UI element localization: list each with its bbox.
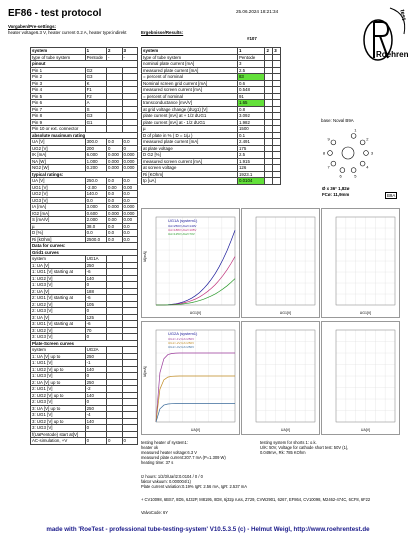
x-axis-label: UG1[V]	[359, 311, 372, 315]
table-cell: 3.000	[85, 204, 106, 211]
table-cell: type of tube system	[142, 54, 238, 61]
vacuum-line: Iz hours: 1/2/3/Ua/I2:0.0104 / 0 / 0	[141, 474, 203, 479]
table-cell: NG2 [W]	[31, 165, 86, 172]
heater-test-line: heater ok	[141, 445, 159, 450]
table-cell: S	[85, 106, 106, 113]
table-cell: D of plate in % ( D = 1/µ )	[142, 132, 238, 139]
table-cell: 125	[85, 314, 106, 321]
table-cell: 3	[273, 48, 281, 55]
presettings-text: heater voltage6.3 V, heater current 0.2 A, heater type:indirekt	[8, 30, 127, 35]
roehrentest-logo	[360, 4, 412, 64]
socket-center	[342, 147, 354, 159]
table-cell: 0.200	[85, 165, 106, 172]
tube-dims: Ø x 36° 1,82ø	[322, 186, 350, 191]
table-cell: 1.000	[85, 158, 106, 165]
socket-pin-number: 5	[354, 173, 357, 179]
table-cell: system	[31, 256, 86, 263]
table-cell: 0.000	[107, 165, 122, 172]
table-cell: 0.0	[122, 230, 138, 237]
x-axis-label: UA[V]	[280, 428, 291, 432]
table-cell: 140	[85, 418, 106, 425]
graph-ug1a-2	[241, 208, 320, 318]
table-cell: 1: UG2 [V] up to	[31, 366, 86, 373]
table-cell: UG2 [V]	[31, 191, 86, 198]
table-cell: 1: UG1 [V]	[31, 360, 86, 367]
table-cell: Pin 7	[31, 106, 86, 113]
table-cell: tp [uA]	[142, 178, 238, 185]
socket-pin	[360, 140, 365, 145]
table-cell: UA [V]	[31, 139, 86, 146]
table-cell: 1	[85, 48, 106, 55]
table-cell: type of tube system	[31, 54, 86, 61]
socket-pin-number: 2	[366, 136, 369, 142]
table-cell: 250	[85, 379, 106, 386]
socket-pin	[331, 161, 336, 166]
table-cell: 300.0	[85, 139, 106, 146]
left-table	[30, 47, 138, 445]
socket-pin	[360, 161, 365, 166]
tube-code-badge: B9A	[387, 193, 396, 198]
legend-entry: UA=125V,UG2=70V	[168, 232, 195, 236]
socket-diagram	[322, 127, 374, 179]
table-cell: 0	[85, 438, 106, 445]
table-cell: 1: UA [V] up to	[31, 353, 86, 360]
table-cell: plate current [mA] at + 1/2 dUG1	[142, 113, 238, 120]
table-cell: 0.000	[122, 152, 138, 159]
table-cell: 0.000	[107, 158, 122, 165]
page-title: EF86 - test protocol	[8, 8, 102, 19]
table-cell: 2.000	[85, 217, 106, 224]
table-cell: 0.0	[122, 236, 138, 243]
table-cell: UG1 [V]	[31, 184, 86, 191]
socket-pin-number: 1	[354, 127, 357, 133]
table-cell: 0.0	[122, 223, 138, 230]
legend-entry: UG1=-1V,UA=250V	[168, 337, 195, 341]
table-cell: at plate voltage	[142, 145, 238, 152]
heater-test-line: heating time: 37 s	[141, 460, 174, 465]
table-cell: system	[142, 48, 238, 55]
table-cell: 0	[85, 399, 106, 406]
shorts-test-block	[260, 440, 348, 455]
table-row	[142, 178, 281, 185]
graph-ug2a	[141, 321, 240, 435]
table-cell: -	[122, 54, 138, 61]
table-cell: Pin 3	[31, 80, 86, 87]
table-cell: 140	[85, 275, 106, 282]
table-cell: -6	[85, 321, 106, 328]
table-cell: 0	[85, 373, 106, 380]
table-cell: 1: UG3 [V]	[31, 373, 86, 380]
shorts-test-line: 0.049mA, Rk: 785 KOhm	[260, 450, 306, 455]
table-cell: 2: UG3 [V]	[31, 308, 86, 315]
table-cell: 3	[237, 61, 265, 68]
y-axis-label: IA[mA]	[143, 251, 147, 262]
table-cell: absolute maximum rating	[31, 132, 138, 139]
socket-pin	[351, 134, 356, 139]
table-cell: µ	[142, 126, 238, 133]
table-cell: Pentode	[237, 54, 265, 61]
table-cell: 105	[85, 301, 106, 308]
table-cell: Pin 9	[31, 119, 86, 126]
table-cell: UG1A	[85, 256, 106, 263]
table-cell: 1.915	[237, 158, 265, 165]
table-cell: 0	[85, 425, 106, 432]
table-cell: 2	[265, 48, 273, 55]
table-cell: 0.000	[122, 165, 138, 172]
table-cell: Nominal screen grid current [mA]	[142, 80, 238, 87]
socket-pin	[351, 168, 356, 173]
vacuum-block	[141, 474, 247, 489]
table-cell: 83	[237, 74, 265, 81]
table-cell: 3	[122, 48, 138, 55]
legend-entry: UG1=-4V,UA=250V	[168, 345, 195, 349]
socket-pin-number: 4	[366, 164, 369, 170]
table-cell: G2	[85, 67, 106, 74]
legend-entry: UA=250V,UG2=140V	[168, 224, 197, 228]
table-cell: UG2A	[85, 347, 106, 354]
valve-code: ValvoCode: 6Y	[141, 510, 169, 515]
socket-pin	[364, 151, 369, 156]
table-cell: K	[85, 80, 106, 87]
table-cell: 0.0	[107, 178, 122, 185]
table-cell: Pin 1	[31, 67, 86, 74]
equivalents: + CV10098, 6BS7, 8D5, 6J32P, M8195, 8D8, 6j32p russ, Z729, CVW2901, 6267, EF864, CV10098, M2462-474C, 6CF8, 6F22	[141, 497, 371, 502]
table-cell: D [%]	[31, 230, 86, 237]
table-cell: 0.0	[122, 191, 138, 198]
table-cell: 0	[107, 145, 122, 152]
table-cell: 0.0	[107, 139, 122, 146]
table-cell: 3: UG3 [V]	[31, 334, 86, 341]
table-cell: system	[31, 48, 86, 55]
table-cell: Pin 4	[31, 87, 86, 94]
table-cell: -6	[85, 269, 106, 276]
table-cell: 2: UA [V]	[31, 288, 86, 295]
table-cell: 0	[122, 438, 138, 445]
logo-side-text: test	[398, 9, 407, 21]
x-axis-label: UG1[V]	[279, 311, 292, 315]
table-cell: 2.491	[237, 139, 265, 146]
table-cell: 0.0	[107, 236, 122, 243]
table-cell: Plate-Screen curves	[31, 340, 138, 347]
base-label: base: Noval B9A	[321, 118, 354, 123]
table-cell: measured screen current [mA]	[142, 87, 238, 94]
table-cell: 1: UG2 [V]	[31, 275, 86, 282]
table-cell: 0.00	[122, 217, 138, 224]
footer: made with 'RoeTest - professional tube-testing-system' V10.5.3.5 (c) - Helmut Weigl, http://www.roehrentest.de	[46, 526, 370, 533]
heater-test-line: measured heater voltage:6.3 V	[141, 450, 197, 455]
table-cell: G3	[85, 74, 106, 81]
table-cell: Pin 5	[31, 93, 86, 100]
table-cell: plate current [mA] at - 1/2 dUG1	[142, 119, 238, 126]
table-cell: 0.0	[122, 197, 138, 204]
table-cell: 2: UG3 [V]	[31, 399, 86, 406]
table-cell: 0.0	[107, 230, 122, 237]
table-cell: 2: UG1 [V] starting at	[31, 295, 86, 302]
table-cell	[273, 178, 281, 185]
tube-dims2: FCø: 11,9mm	[322, 192, 350, 197]
results-table	[141, 47, 281, 185]
table-cell: 250.0	[85, 178, 106, 185]
table-cell: 38.0	[85, 223, 106, 230]
table-cell: Grid1 curves	[31, 249, 138, 256]
table-cell: 0.000	[107, 210, 122, 217]
table-cell: 0.6	[237, 80, 265, 87]
table-cell: -4	[85, 412, 106, 419]
table-cell: 0	[85, 334, 106, 341]
table-cell: IK [mA]	[31, 152, 86, 159]
table-cell	[265, 178, 273, 185]
table-cell: UG3 [V]	[31, 197, 86, 204]
table-cell: measured plate current [mA]	[142, 139, 238, 146]
table-cell: G3	[85, 113, 106, 120]
table-cell: 2.5	[237, 152, 265, 159]
table-cell: 1923.1	[237, 171, 265, 178]
logo-text: Roehren	[376, 50, 409, 59]
socket-pin-number: 6	[339, 173, 342, 179]
table-cell: 0.00	[122, 184, 138, 191]
table-cell: typical ratings:	[31, 171, 138, 178]
table-cell: 3: UG2 [V]	[31, 327, 86, 334]
table-cell: 140	[85, 366, 106, 373]
table-cell: 188	[85, 288, 106, 295]
table-cell: 0.0104	[237, 178, 265, 185]
socket-pin-number: 7	[327, 164, 330, 170]
graph-ug1a	[141, 208, 240, 318]
table-cell: 250	[85, 405, 106, 412]
table-cell: 1	[237, 48, 265, 55]
table-cell: 0	[107, 438, 122, 445]
table-cell: 2	[107, 48, 122, 55]
table-cell: NA [W]	[31, 158, 86, 165]
result-id: #107	[247, 36, 257, 41]
vacuum-line: faktor vakuum: 0.000004/1)	[141, 479, 191, 484]
table-cell: 140	[85, 392, 106, 399]
table-cell: 2: UA [V] up to	[31, 379, 86, 386]
table-cell: -6	[85, 295, 106, 302]
table-cell: 0.0	[107, 223, 122, 230]
table-cell: 0	[85, 282, 106, 289]
table-cell: 6.000	[85, 152, 106, 159]
graph-ug1a-3	[321, 208, 400, 318]
socket-pin	[331, 140, 336, 145]
table-cell: 1: UG1 [V] starting at	[31, 269, 86, 276]
table-cell: 91	[237, 93, 265, 100]
table-cell: 200	[85, 145, 106, 152]
table-cell: F2	[85, 93, 106, 100]
table-cell: Pin 6	[31, 100, 86, 107]
table-cell: D G2 [%]	[142, 152, 238, 159]
table-cell: measured plate current [mA]	[142, 67, 238, 74]
results-label: Ergebnisse/Results:	[141, 30, 184, 35]
table-cell: 2: UG1 [V]	[31, 386, 86, 393]
table-cell: -2.00	[85, 184, 106, 191]
table-cell: Pentode	[85, 54, 106, 61]
table-cell: S [mA/V]	[31, 217, 86, 224]
table-cell: Pin 8	[31, 113, 86, 120]
graph-title: UG1A (system1)	[168, 218, 198, 223]
table-cell: UA [V]	[31, 178, 86, 185]
table-cell: 126	[237, 165, 265, 172]
table-cell: 70	[85, 327, 106, 334]
table-cell: 3: UG2 [V] up to	[31, 418, 86, 425]
table-cell: 0.548	[237, 87, 265, 94]
vacuum-line: Plate current variation:0.19% IgR: 2.56 mA, IgR: 2.537 mA	[141, 484, 248, 489]
table-cell: AC-simulation, +V	[31, 438, 86, 445]
socket-pin	[340, 168, 345, 173]
x-axis-label: UA[V]	[190, 428, 201, 432]
presettings-label: Vorgaben/Pre-settings:	[8, 24, 56, 29]
table-cell: IG2 [mA]	[31, 210, 86, 217]
table-cell: 0.000	[122, 158, 138, 165]
graph-title: UG2A (system1)	[168, 331, 198, 336]
table-cell: 2: UG2 [V] up to	[31, 392, 86, 399]
table-cell: 0	[85, 308, 106, 315]
table-cell: 250	[85, 353, 106, 360]
table-cell: -2	[85, 386, 106, 393]
table-cell: 3.092	[237, 113, 265, 120]
table-cell: Data for curves:	[31, 243, 138, 250]
table-cell: 0.0	[85, 230, 106, 237]
socket-pin-number: 9	[327, 136, 330, 142]
table-cell: at screen voltage	[142, 165, 238, 172]
table-cell: 1.982	[237, 119, 265, 126]
table-cell: 1.65	[237, 100, 265, 107]
table-cell: f(UaPentode) start at[V]	[31, 431, 86, 438]
table-cell: 3: UG1 [V]	[31, 412, 86, 419]
table-cell: 175	[237, 145, 265, 152]
datetime: 25.06.2024 18:21:34	[236, 9, 279, 14]
table-cell: 0.00	[107, 217, 122, 224]
table-cell: 0.8	[237, 106, 265, 113]
table-cell: 0.00	[107, 184, 122, 191]
table-cell: 2: UG2 [V]	[31, 301, 86, 308]
table-cell: 0.1	[237, 132, 265, 139]
table-cell: A	[85, 100, 106, 107]
table-cell: measured screen current [mA]	[142, 158, 238, 165]
table-cell: Pin 2	[31, 74, 86, 81]
table-cell: Ri [kOhm]	[31, 236, 86, 243]
shorts-test-line: U/K: 50V, Voltage for cathode short test: 50V (1),	[260, 445, 349, 450]
socket-pin-number: 8	[322, 150, 326, 156]
graph-ug2a-3	[321, 321, 400, 435]
x-axis-label: UG1[V]	[189, 311, 202, 315]
table-cell: transconductance [mA/V]	[142, 100, 238, 107]
graph-ug2a-2	[241, 321, 320, 435]
table-cell: system	[31, 347, 86, 354]
legend-entry: UG1=-2V,UA=250V	[168, 341, 195, 345]
table-cell: 0.000	[107, 204, 122, 211]
table-cell: Pin 10 or ext. connector	[31, 126, 86, 133]
heater-test-block	[141, 440, 226, 465]
table-cell: = percent of nominal	[142, 93, 238, 100]
table-cell: 0.000	[122, 210, 138, 217]
table-cell: Ri [KOhm]	[142, 171, 238, 178]
socket-pin-number: 3	[370, 150, 374, 156]
table-cell: -	[107, 54, 122, 61]
table-cell: 0.000	[122, 204, 138, 211]
x-axis-label: UA[V]	[360, 428, 371, 432]
table-cell: 1: UA [V]	[31, 262, 86, 269]
table-cell: 3: UG1 [V] starting at	[31, 321, 86, 328]
heater-test-line: measured plate current:207.7 mA (P=1.309 W)	[141, 455, 226, 460]
table-cell: 0.0	[85, 197, 106, 204]
table-cell: 1500	[237, 126, 265, 133]
table-cell: 250	[85, 262, 106, 269]
table-cell: 3: UA [V] up to	[31, 405, 86, 412]
table-cell: 0.0	[122, 178, 138, 185]
table-cell: = percent of nominal	[142, 74, 238, 81]
table-cell: 0.000	[107, 152, 122, 159]
table-cell: 140.0	[85, 191, 106, 198]
shorts-test-line: testing system for shorts 1: o.k.	[260, 440, 317, 445]
table-cell: µ	[31, 223, 86, 230]
table-cell: 0.0	[107, 197, 122, 204]
table-cell: 0.0	[107, 191, 122, 198]
table-cell: 0	[122, 145, 138, 152]
table-cell: 2.5	[237, 67, 265, 74]
table-cell: F1	[85, 87, 106, 94]
table-cell: 3: UA [V]	[31, 314, 86, 321]
table-cell: -1	[85, 360, 106, 367]
legend-entry: UA=188V,UG2=105V	[168, 228, 197, 232]
table-cell: at grid voltage change (dUg1) [V]	[142, 106, 238, 113]
table-cell: 0.600	[85, 210, 106, 217]
table-cell: pinout	[31, 61, 138, 68]
table-cell: IA [mA]	[31, 204, 86, 211]
table-cell: 3: UG3 [V]	[31, 425, 86, 432]
socket-pin	[328, 151, 333, 156]
heater-test-line: testing heater of system1:	[141, 440, 188, 445]
table-cell: 1: UG3 [V]	[31, 282, 86, 289]
table-cell: G1	[85, 119, 106, 126]
y-axis-label: IA[mA]	[143, 366, 147, 377]
table-cell: 0.0	[122, 139, 138, 146]
table-cell: UG2 [V]	[31, 145, 86, 152]
table-cell: 2500.0	[85, 236, 106, 243]
table-row	[31, 438, 138, 445]
table-cell: nominal plate current [mA]	[142, 61, 238, 68]
